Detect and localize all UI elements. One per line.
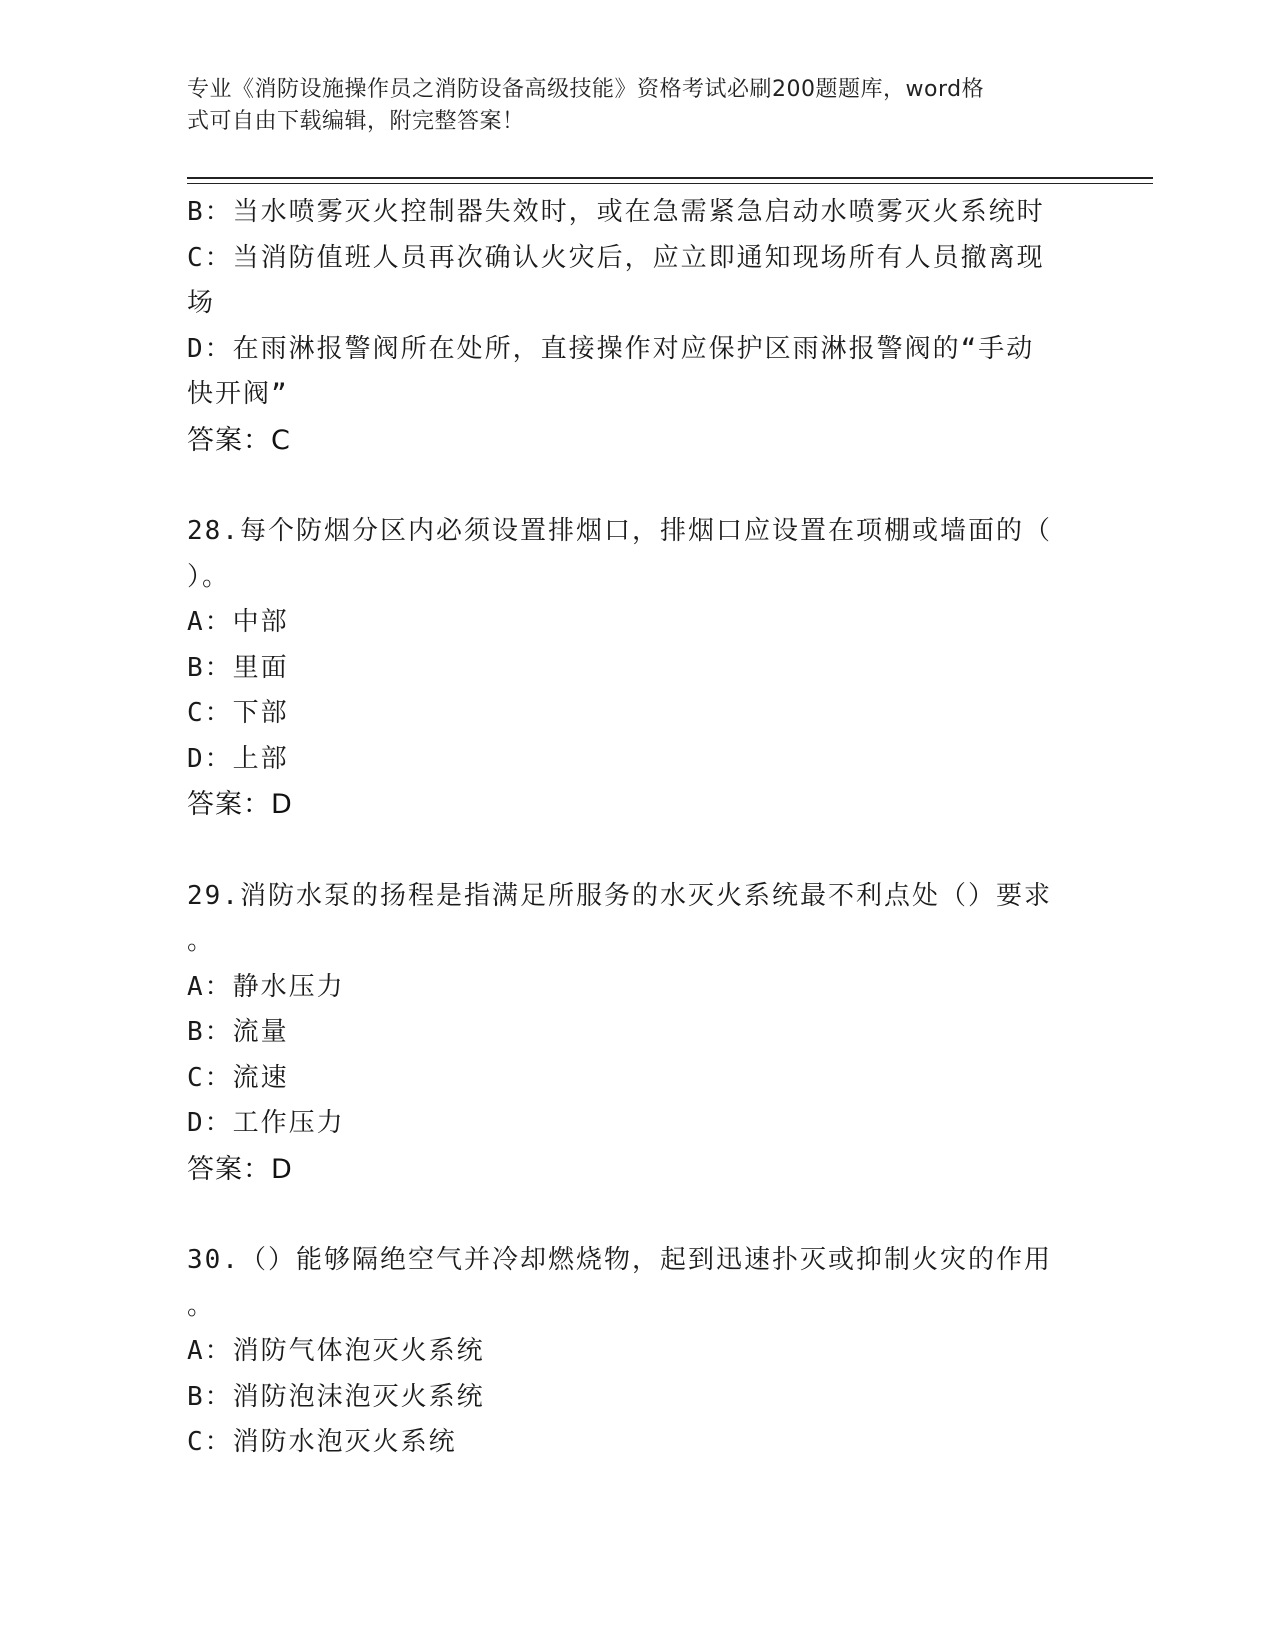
header-line-2: 式可自由下载编辑，附完整答案！ — [187, 109, 525, 134]
header-line-1: 专业《消防设施操作员之消防设备高级技能》资格考试必刷200题题库，word格 — [187, 77, 985, 102]
option-c: C：消防水泡灭火系统 — [187, 1427, 457, 1457]
question-28 — [187, 509, 1087, 828]
question-content — [187, 190, 1087, 1466]
option-c: C：下部 — [187, 698, 289, 728]
option-c-line-1: C：当消防值班人员再次确认火灾后，应立即通知现场所有人员撤离现 — [187, 242, 1045, 273]
document-header — [187, 74, 1077, 138]
option-a: A：中部 — [187, 607, 289, 637]
spacer — [187, 1192, 1087, 1238]
option-c: C：流速 — [187, 1062, 289, 1093]
question-stem-line-1: 29.消防水泵的扬程是指满足所服务的水灭火系统最不利点处（）要求 — [187, 880, 1052, 911]
question-stem-line-2: 。 — [187, 926, 216, 956]
option-b: B：当水喷雾灭火控制器失效时，或在急需紧急启动水喷雾灭火系统时 — [187, 197, 1045, 227]
option-b: B：消防泡沫泡灭火系统 — [187, 1381, 485, 1412]
option-b: B：里面 — [187, 652, 289, 683]
question-stem-line-1: 28.每个防烟分区内必须设置排烟口，排烟口应设置在项棚或墙面的（ — [187, 516, 1052, 546]
spacer — [187, 463, 1087, 509]
option-d-line-2: 快开阀” — [187, 379, 289, 409]
option-d: D：上部 — [187, 743, 289, 774]
question-stem-line-1: 30.（）能够隔绝空气并冷却燃烧物，起到迅速扑灭或抑制火灾的作用 — [187, 1245, 1052, 1275]
header-divider-thin — [187, 183, 1153, 184]
answer: 答案：C — [187, 424, 291, 456]
answer: 答案：D — [187, 1153, 293, 1185]
option-a: A：静水压力 — [187, 971, 345, 1002]
question-stem-line-2: 。 — [187, 1290, 216, 1321]
option-d: D：工作压力 — [187, 1108, 345, 1138]
option-c-line-2: 场 — [187, 288, 216, 318]
question-29 — [187, 874, 1087, 1193]
header-divider-thick — [187, 177, 1153, 179]
option-b: B：流量 — [187, 1017, 289, 1047]
question-27-continued — [187, 190, 1087, 463]
question-30 — [187, 1238, 1087, 1466]
option-d-line-1: D：在雨淋报警阀所在处所，直接操作对应保护区雨淋报警阀的“手动 — [187, 333, 1035, 364]
spacer — [187, 828, 1087, 874]
question-stem-line-2: ）。 — [187, 561, 231, 592]
answer: 答案：D — [187, 789, 293, 820]
option-a: A：消防气体泡灭火系统 — [187, 1336, 485, 1366]
